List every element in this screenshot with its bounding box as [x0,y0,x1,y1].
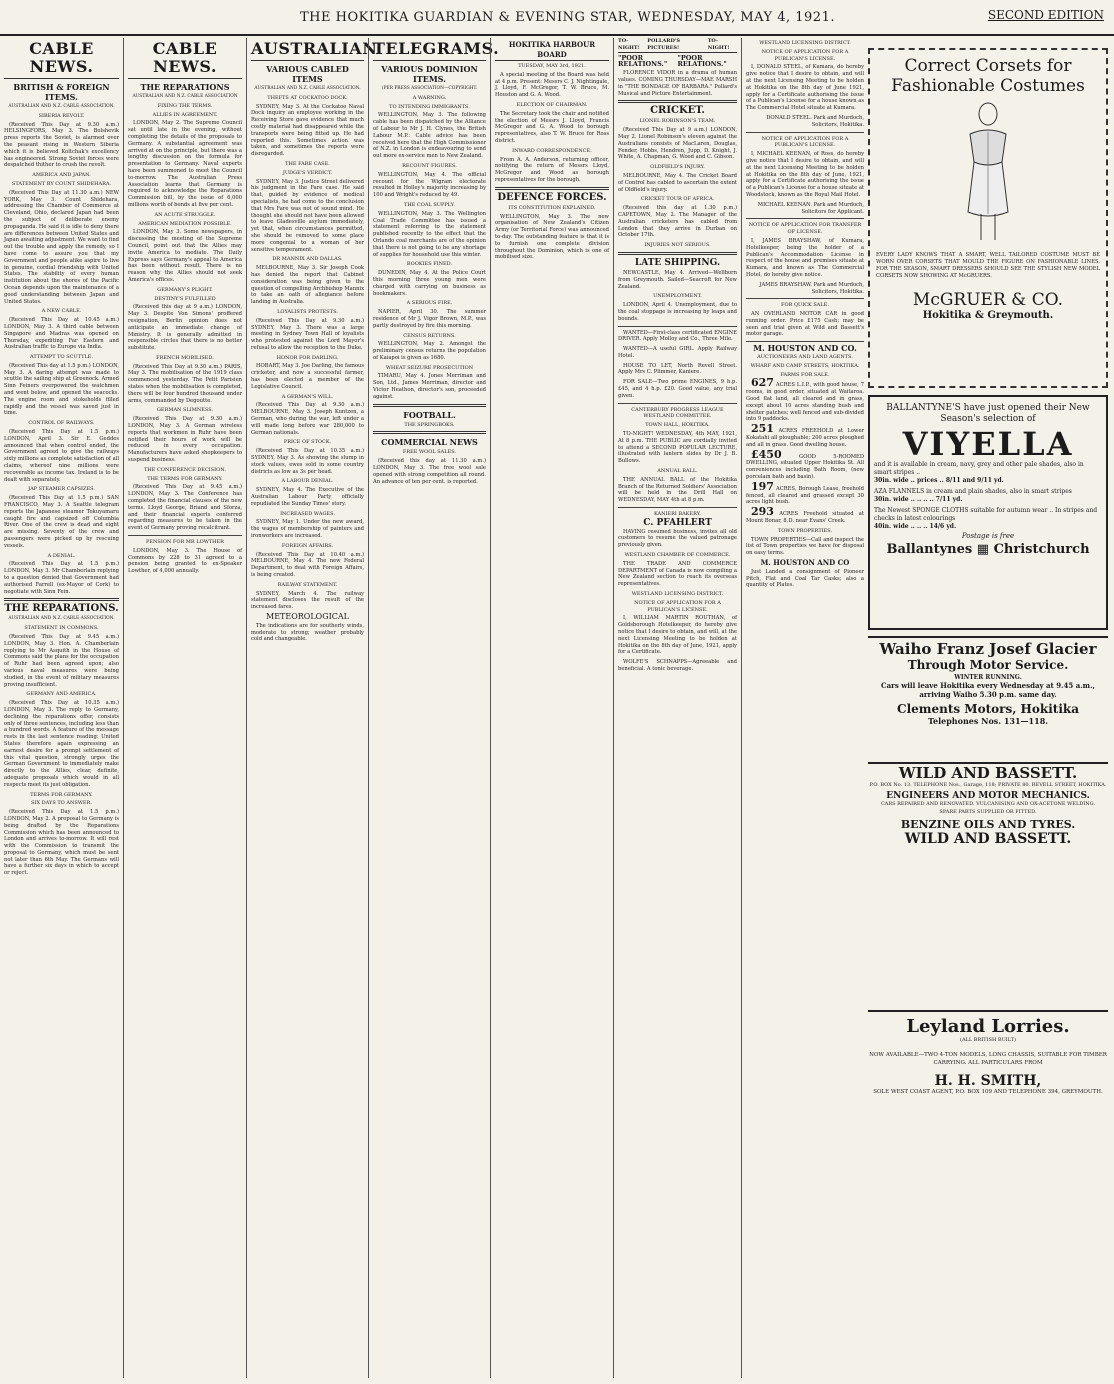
corset-advert [868,48,1108,388]
article-body: (Received This Day at 1.5 p.m.) LONDON, May 2. A proposal to Germany is being drafted by the Reparations Commission which has been announced to London and arrives to-morrow. It will rest with the Commission to transmit the proposal to Germany, which must be sent not later than 6th May. The Germans will have a further six days in which to accept or reject. [4,809,119,877]
article-heading: KANIERI BAKERY. [654,511,701,518]
banner-center: POLLARD'S PICTURES! [647,38,680,51]
article-heading: DR MANNIX AND DALLAS. [272,256,343,263]
ad-price: 30in. wide .. .. .. .. 7/11 yd. [874,496,963,503]
signature: MICHAEL KEENAN. Park and Murdoch, Solicitors for Applicant. [757,201,864,215]
article-body: LONDON, May 3. Some newspapers, in discussing the meeting of the Supreme Council, point out that the Allies may invite America to mediate. The Daily Express says Germany's appeal to America has been without result. There is no reason why the Allies should not seek America's offices. [128,229,242,283]
corset-title: Correct Corsets for Fashionable Costumes [891,56,1085,96]
article-body: (Received This Day at 10.35 a.m.) SYDNEY, May 3. As showing the slump in stock values, ewes sold in some country districts as low as 3s per head. [251,448,364,475]
article-body: SYDNEY, May 3. At the Cockatoo Naval Dock inquiry an employee working in the Receiving Store gave evidence that much costly material had disappeared while the transports were being fitted up. He had reported this. Sometimes action was taken, and sometimes the reports were disregarded. [251,103,364,158]
article-heading: GERMANY AND AMERICA. [26,691,97,698]
section-divider [618,252,737,255]
article-heading: RECOUNT FIGURES. [402,162,457,169]
ad-price: 40in. wide .. .. .. 14/6 yd. [874,523,957,530]
wild-bassett-advert [868,762,1108,847]
article-body: LONDON, April 4. Unemployment, due to the coal stoppage is increasing by leaps and bounds. [618,302,737,322]
article-heading: CENSUS RETURNS. [403,332,456,339]
article-heading: LIONEL ROBINSON'S TEAM. [639,118,716,125]
listing-text: ACRES, Borough Lease, freehold fenced, all cleared and grassed except 30 acres light bush. [746,485,864,506]
section-subheading: VARIOUS DOMINION ITEMS. [381,64,478,84]
ad-subheading: Through Motor Service. [907,658,1069,672]
article-heading: FREE WOOL SALES. [402,449,457,456]
article-subheading: NOTICE OF APPLICATION FOR A PUBLICAN'S LICENSE. [634,599,721,613]
classified-ad: HOUSE TO LET, North Revell Street. Apply Mrs C. Plimmer, Kaniere. [618,362,737,376]
advertiser-name: M. HOUSTON AND CO. [753,343,857,354]
ad-intro: BALLANTYNE'S have just opened their New Season's selection of [886,403,1090,424]
article-body: TO-NIGHT! WEDNESDAY, 4th MAY, 1921, At 8 p.m. THE PUBLIC are cordially invited to attend a SECOND POPULAR LECTURE, illustrated with lantern slides by Dr J. B. Bullows. [618,431,737,465]
corset-figure-illustration [948,102,1028,242]
article-subheading: STATEMENT BY COUNT SHIDEHARA. [11,180,112,187]
section-heading: CABLE NEWS. [128,40,242,79]
article-body: Just Landed a consignment of Pioneer Pitch, Flat and Coal Tar Casks; also a quantity of Plates. [746,568,864,589]
article-body: SYDNEY, March 4. The railway statement discloses the result of the increased fares. [251,590,364,611]
article-heading: GERMAN SLIMNESS. [156,407,214,414]
section-heading: TELEGRAMS. [373,40,486,61]
article-body: HOBART, May 3. Joe Darling, the famous cricketer, and now a successful farmer, has been elected a member of the Legislative Council. [251,363,364,390]
article-subheading: ITS CONSTITUTION EXPLAINED. [508,204,596,211]
article-divider [746,218,864,219]
listing-text: GOOD 5-ROOMED DWELLING, situated Upper Hokitika St. All conveniences including Bath Room, (new porcelain bath and basin). [746,453,864,481]
article-body: SYDNEY, May 4. The Executive of the Australian Labour Party officially repudiated the Sunday Times' story. [251,487,364,507]
section-subheading: VARIOUS CABLED ITEMS [266,64,349,84]
article-body: (Received This Day at 1.5 p.m.) LONDON, April 3. Sir E. Geddes announced that when control ended, the Government agreed to give the railways sixty millions as complete satisfaction of all claims, whereof nine millions were recoverable as income tax. Ireland is to be dealt with separately. [4,429,119,483]
article-body: (Received This day at 1.5 p.m.) LONDON, May 3. A daring attempt was made to scuttle the sailing ship at Greenock. Armed Sinn Feiners overpowered the watchmen and went below, and opened the seacocks. The engine room and stokeholds filled rapidly and the vessel was saved just in time. [4,362,119,417]
article-heading: CANTERBURY PROGRESS LEAGUE WESTLAND COMMITTEE. [631,406,724,420]
article-body: LONDON, May 3. The House of Commons by 228 to 31 agreed to a pension being granted to ex-Speaker Lowther, of 4,000 annually. [128,547,242,575]
article-heading: WESTLAND LICENSING DISTRICT. [631,591,724,597]
article-divider [128,535,242,536]
article-body: (Received This Day at 10.40 a.m.) MELBOURNE, May 4. The new Federal Department, to deal with Foreign Affairs, is being created. [251,551,364,578]
article-body: THE ANNUAL BALL of the Hokitika Branch of the Returned Soldiers' Association will be held in the Drill Hall on WEDNESDAY, MAY 4th at 8 p.m. [618,476,737,504]
article-heading: GERMANY'S PLIGHT. [157,286,213,293]
film-titles [618,55,737,69]
listing-number: 627 [751,376,774,390]
film-title: "POOR RELATIONS." [677,53,727,69]
pictures-banner [618,38,737,53]
advertiser-address: P.O. BOX No. 13. TELEPHONE Nos., Garage, 118; PRIVATE 80. REVELL STREET, HOKITIKA. [869,782,1107,788]
association-note: (PER PRESS ASSOCIATION—COPYRIGHT. [381,86,478,91]
advertiser-phone: Telephones Nos. 131—118. [927,716,1049,726]
column-notices [741,38,868,1378]
article-heading: JAP STEAMER CAPSIZES. [28,486,95,493]
advertiser-location: Hokitika & Greymouth. [922,310,1054,321]
corset-text: EVERY LADY KNOWS THAT A SMART, WELL TAILORED COSTUME MUST BE WORN OVER CORSETS THAT MOULD THE FIGURE ON FASHIONABLE LINES. FOR THE SEASON, SMART DRESSERS SHOULD SEE THE STYLISH NEW MODEL CORSETS NOW SHOWING AT McGRUERS. [876,252,1100,279]
section-heading: LATE SHIPPING. [634,257,721,268]
article-heading: INCREASED WAGES. [280,510,335,517]
article-heading: WESTLAND LICENSING DISTRICT. [759,40,851,46]
article-body: (Received This Day at 9.30 a.m.) SYDNEY, May 3. There was a large meeting in Sydney Town Hall of loyalists who protested against the Lord Mayor's refusal to allow the reception to the Duke. [251,317,364,351]
article-subheading: NOTICE OF APPLICATION FOR TRANSFER OF LICENSE. [748,222,862,236]
listing-number: 197 [751,479,774,493]
leyland-advert [868,1010,1108,1096]
association-note: AUSTRALIAN AND N.Z. CABLE ASSOCIATION. [254,86,361,91]
article-body: (Received This Day at 1.5 p.m.) LONDON, May 3. Mr Chamberlain replying to a question denied that Government had authorised Farrell (ex-Mayor of Cork) to negotiate with Sinn Fein. [4,561,119,595]
article-heading: A LABOUR DENIAL. [281,478,334,485]
section-divider [618,100,737,103]
article-heading: ATTEMPT TO SCUTTLE. [30,354,93,361]
article-heading: TERMS FOR GERMANY. [30,791,93,798]
article-heading: THE COAL SUPPLY. [404,201,455,208]
article-heading: TOWN PROPERTIES. [777,527,833,534]
article-body: A special meeting of the Board was held at 4 p.m. Present: Messrs C. J. Nightingale, J. Lloyd, F. McGregor, T. W. Bruce, M. Houston and G. A. Wood. [495,71,609,99]
advertiser-name: WILD AND BASSETT. [898,764,1078,782]
article-divider [746,341,864,342]
article-heading: WHEAT SEIZURE PROSECUTION [385,364,474,371]
article-body: AN OVERLAND MOTOR CAR in good running order. Price £175 Cash; may be seen and trial given at Wild and Bassett's motor garage. [746,311,864,338]
banner-left: TO-NIGHT! [618,38,640,51]
article-body: (Received This Day at 9.45 a.m.) LONDON, May 3. The Conference has completed the financial clauses of the new terms. Lloyd George, Briand and Sforza, and their financial experts conferred regarding measures to be taken in the event of Germany proving recalcitrant. [128,484,242,532]
article-subheading: ALLIES IN AGREEMENT. [152,111,218,118]
section-divider [373,431,486,434]
association-note: AUSTRALIAN AND N.Z. CABLE ASSOCIATION. [8,104,115,109]
ad-text: NOW AVAILABLE—TWO 4-TON MODELS, LONG CHASSIS, SUITABLE FOR TIMBER CARRYING. ALL PARTICULARS FROM [869,1052,1107,1066]
listing-number: £450 [751,447,782,461]
advertiser-name: McGRUER & CO. [912,290,1064,310]
section-heading: DEFENCE FORCES. [497,191,607,203]
article-body: LONDON, May 2. The Supreme Council sat until late in the evening, without completing the details of the proposals to Germany. A substantial agreement was arrived at on the principle, but there was a lengthy discussion on the formula for presentation to Germany. Naval experts have been summoned to meet the Council to-morrow. The Australian Press Association learns that Germany is required to acknowledge the Reparations Commission bill, by the issue of 6,000 millions worth of bonds at five per cent. [128,120,242,208]
article-heading: FRENCH MOBILISED. [156,354,214,361]
ad-heading: Leyland Lorries. [906,1016,1070,1037]
ballantyne-advert [868,395,1108,630]
listing-text: ACRES L.I.P., with good house, 7 rooms, in good order, situated at Waitaroa. Good flat land, all cleared and in grass, except about 10 acres standing bush and shelter patches; well fenced and sub-divided into 9 paddocks. [746,382,864,423]
article-heading: A DENIAL. [47,552,76,559]
column-telegrams [368,38,500,1378]
ad-text: SPARE PARTS SUPPLIED OR FITTED. [939,809,1037,815]
article-body: (Received this day at 9 a.m.) LONDON, May 3. Despite Von Simons' proffered resignation, Berlin opinion does not anticipate an immediate change of Ministry. It is generally admitted in responsible circles that there is no better substitute. [128,304,242,352]
column-cable-news-2 [123,38,246,1378]
product-name: VIYELLA [902,425,1074,463]
section-heading: THE REPARATIONS. [4,603,119,615]
listing-text: ACRES Freehold situated at Mount Bonar, 8.D. near Evans' Creek. [746,511,864,525]
article-body: WELLINGTON, May 4. The official recount for the Wigram electorate resulted in Holley's majority increasing by 100 and Wright's reduced by 49. [373,171,486,199]
article-body: (Received This Day at 9.30 a.m.) PARIS, May 3. The mobilisation of the 1919 class commenced yesterday. The Petit Parisien states when the mobilisation is completed, there will be four hundred thousand under arms, commanded by Degoutte. [128,363,242,404]
film-title: "POOR RELATIONS." [618,53,668,69]
article-body: The Secretary took the chair and notified the election of Messrs J. Lloyd, Francis McGregor and G. A. Wood to borough representatives, also T. W. Bruce for Ross district. [495,110,609,144]
article-body: I, DONALD STEEL, of Kumara, do hereby give notice that I desire to obtain, and will at the next Licensing Meeting to be holden at Hokitika on the 8th day of June 1921, apply for a Certificate authorising the issue of a Publican's License for a house known as The Commercial Hotel situate at Kumara. [746,64,864,112]
crest-icon: ▦ [976,542,990,557]
article-body: (Received This Day at 10.35 a.m.) LONDON, May 3. The reply to Germany, declining the reparations offer, consists only of three sentences, including less than a hundred words. A feature of the message rests in the last sentence reading: United States therefore again expressing an earnest desire for a prompt settlement of this vital question, strongly urges the German Government to immediately make directly to the Allies, clear, definite, adequate proposals which would in all respects meet its just obligation. [4,700,119,788]
article-subheading: NOTICE OF APPLICATION FOR A PUBLICAN'S LICENSE. [761,135,849,149]
advertiser-name: WILD AND BASSETT. [904,831,1072,847]
article-body: WELLINGTON, May 3. The following cable has been dispatched by the Alliance of Labour to Mr J. H. Clynes, the British Labour M.P.: Cable advice has been received here that the High Commissioner of N.Z. in London is endeavouring to send out more ex-service men to New Zealand. [373,112,486,160]
section-divider [4,598,119,601]
advertiser-role: AUCTIONEERS AND LAND AGENTS. [757,354,853,361]
article-body: From A. A. Anderson, returning officer, notifying the return of Messrs Lloyd, McGregor and Wood as borough representatives for the borough. [495,156,609,183]
ad-heading: ENGINEERS AND MOTOR MECHANICS. [886,791,1090,801]
article-body: MELBOURNE, May 4. The Cricket Board of Control has cabled to ascertain the extent of Oldfield's injury. [618,172,737,193]
article-body: (Received This Day at 10.45 a.m.) LONDON, May 3. A third cable between Singapore and Madras was opened on Thursday, expediting Far Eastern and Australian traffic to Europe via India. [4,317,119,351]
article-body: TOWN PROPERTIES—Call and inspect the list of Town properties we have for disposal on easy terms. [746,536,864,557]
article-subheading: AMERICAN MEDIATION POSSIBLE. [138,220,232,227]
banner-right: TO-NIGHT! [707,38,730,51]
article-heading: CRICKET TOUR OF AFRICA. [640,196,715,203]
article-heading: THEFTS AT COCKATOO DOCK. [267,94,348,101]
article-body: DUNEDIN, May 4. At the Police Court this morning three young men were charged with carrying on business as bookmakers. [373,270,486,297]
postage-note: Postage is free [961,532,1015,540]
listing-number: 251 [751,422,774,436]
section-divider [373,404,486,407]
article-body: (Received This Day at 11.30 a.m.) NEW YORK, May 3. Count Shidehara, addressing the Chamber of Commerce at Cleveland, Ohio, declared Japan had been the subject of deliberate enemy propaganda. He said it is idle to deny there are differences between United States and Japan awaiting adjustment. We want to find out the trouble and apply the remedy, so I have come to assure you that my Government and people alike aspire to live in genuine, cordial friendship with United States. The stability of every human institution about the shores of the Pacific Ocean depends upon the maintenance of a good understanding between Japan and United States. [4,189,119,305]
article-body: HAVING resumed business, invites all old customers to resume the valued patronage previously given. [618,528,737,549]
article-body: (Received This Day at 9.30 a.m.) LONDON, May 3. A German wireless reports that workmen in Ruhr have been notified their hours of work will be reduced in every occupation. Manufacturers have asked shopkeepers to suspend business. [128,416,242,464]
association-note: AUSTRALIAN AND N.Z. CABLE ASSOCIATION [132,94,238,99]
section-heading: AUSTRALIAN. [251,40,364,61]
column-cable-news-1 [0,38,123,1378]
article-heading: A WARNING. [412,94,447,101]
advertiser-address: SOLE WEST COAST AGENT, P.O. BOX 109 AND TELEPHONE 394, GREYMOUTH. [873,1089,1103,1095]
article-heading: CONTROL OF RAILWAYS. [28,420,95,427]
article-heading: THE FARE CASE. [285,160,330,167]
ad-text: CARS REPAIRED AND RENOVATED. VULCANISING AND OX-ACETONE WELDING. [880,801,1096,807]
article-heading: ELECTION OF CHAIRMAN. [516,101,588,108]
column-australian [246,38,383,1378]
article-heading: SIBERIA REVOLT. [38,112,85,119]
advertiser-name: Clements Motors, Hokitika [897,702,1079,716]
classified-ad: WOLFE'S SCHNAPPS—Agreeable and beneficial. A tonic beverage. [618,659,737,672]
article-divider [618,403,737,404]
signature: JAMES BRAYSHAW. Park and Murdoch, Solicitors, Hokitika. [759,281,864,295]
article-body: NEWCASTLE, May 4. Arrived—Wellborn from Greymouth. Sailed—Seacroft for New Zealand. [618,269,737,290]
advertiser-name: M. HOUSTON AND CO [760,558,850,567]
listing-number: 293 [751,505,774,519]
article-body: WELLINGTON, May 3. The new organisation of New Zealand's Citizen Army (or Territorial Force) was announced to-day. The outstanding feature is that it is to furnish one complete division throughout the Dominion, which is one of mobilised size. [495,213,609,261]
section-subheading: BRITISH & FOREIGN ITEMS. [13,82,110,102]
article-subheading: NOTICE OF APPLICATION FOR A PUBLICAN'S LICENSE. [761,48,849,62]
article-heading: FOR QUICK SALE. [781,302,829,309]
article-subheading: JUDGE'S VERDICT. [282,169,333,176]
article-body: MELBOURNE, May 3. Sir Joseph Cook has denied the report that Cabinet consideration was being given to the question of compelling Archbishop Mannix to take an oath of allegiance before landing in Australia. [251,265,364,306]
article-subheading: DESTINY'S FULFILLED [154,295,216,302]
article-heading: FARMS FOR SALE. [780,371,830,378]
article-body: WELLINGTON, May 2. Amongst the preliminary census returns the population of Kaiapoi is given as 1680. [373,341,486,361]
ad-subheading: (ALL BRITISH BUILT) [960,1037,1016,1043]
article-body: THE TRADE AND COMMERCE DEPARTMENT of Canada is now compiling a New Zealand section to reach its overseas representatives. [618,560,737,588]
article-heading: METEOROLOGICAL [266,611,349,621]
advertiser-address: WHARF AND CAMP STREETS, HOKITIKA. [750,362,860,369]
article-body: NAPIER, April 30. The summer residence of Mr J. Vigor Brown, M.P., was partly destroyed by fire this morning. [373,309,486,329]
article-heading: THE SPRINGBOKS. [404,421,455,428]
classified-ad: FOR SALE—Two prime ENGINES, 9 h.p. £45, and 4 h.p. £20. Good value, any trial given. [618,379,737,399]
article-body: (Received This Day at 9.45 a.m.) LONDON, May 3. Hon. A. Chamberlain replying to Mr Asquith in the House of Commons said the plans for the occupation of Ruhr had been agreed upon; also various naval measures were being studied, in the event of military measures proving insufficient. [4,633,119,688]
column-local [613,38,741,1378]
article-heading: THE CONFERENCE DECISION. [144,466,226,473]
listing-text: ACRES FREEHOLD at Lower Kokatahi all ploughable; 200 acres ploughed and all in grass. Good dwelling house. [746,428,864,448]
article-heading: WESTLAND CHAMBER OF COMMERCE. [624,552,731,559]
article-heading: FOREIGN AFFAIRS. [281,542,334,549]
article-heading: OLDFIELD'S INJURY. [650,164,705,171]
article-divider [746,298,864,299]
article-body: The indications are for southerly winds, moderate to strong; weather probably cold and changeable. [251,622,364,643]
ad-text: The Newest SPONGE CLOTHS suitable for autumn wear .. In stripes and checks in latest colourings [874,507,1098,522]
section-subheading: THE REPARATIONS [140,82,230,92]
advertiser-name: H. H. SMITH, [934,1073,1042,1089]
association-note: AUSTRALIAN AND N.Z. CABLE ASSOCIATION. [8,616,115,622]
column-harbour-board [490,38,613,1378]
masthead [0,0,1114,36]
section-heading: CABLE NEWS. [4,40,119,79]
article-heading: BOOKIES FINED. [406,261,453,268]
article-divider [618,507,737,508]
meeting-date: TUESDAY, MAY 3rd, 1921. [518,63,586,69]
ad-price: 30in. wide .. prices .. 8/11 and 9/11 yd. [874,477,1004,484]
article-heading: LOYALISTS PROTESTS. [277,308,338,315]
article-heading: A SERIOUS FIRE. [406,300,453,307]
article-subheading: SIX DAYS TO ANSWER. [31,800,92,807]
article-divider [618,326,737,327]
signature: DONALD STEEL. Park and Murdoch, Solicitors, Hokitika. [766,114,864,128]
newspaper-title: THE HOKITIKA GUARDIAN & EVENING STAR, WEDNESDAY, MAY 4, 1921. [300,10,835,25]
article-heading: HONOR FOR DARLING. [276,354,339,361]
article-body: I, JAMES BRAYSHAW, of Kumara, Hotelkeeper, being the holder of a Publican's Accommodation License in respect of the house and premises situate at Kumara, and known as The Commercial Hotel, do hereby give notice. [746,237,864,278]
article-heading: AN ACUTE STRUGGLE. [154,211,216,218]
article-body: (Received This Day at 9 a.m.) LONDON, May 2. Lionel Robinson's eleven against the Australians consists of MacLaren, Douglas, Fender, Hobbs, Hendren, Jupp, D. Knight, J. White, A. Chapman, G. Wood and C. Gibson. [618,127,737,161]
ad-text: Cars will leave Hokitika every Wednesday at 9.45 a.m., arriving Waiho 5.30 p.m. same day. [881,681,1095,699]
article-body: SYDNEY, May 1. Under the new award, the wages of membership of painters and ironworkers are increased. [251,519,364,540]
section-heading: CRICKET. [650,105,705,117]
article-body: (Received This Day at 1.5 p.m.) SAN FRANCISCO, May 3. A Seattle telegram reports the Japanese steamer Tokuyamaru caught fire and capsized off Columbia River. One of the crew is dead and eight are missing. Seventy of the crew and passengers were picked up by rescuing vessels. [4,495,119,549]
article-subheading: TO INTENDING IMMIGRANTS. [389,103,470,110]
article-heading: RAILWAY STATEMENT. [277,581,338,588]
article-heading: ANNUAL BALL. [657,468,698,475]
article-body: I, WILLIAM MARTIN ROUTHAN, of Goldsborough Hotelkeeper, do hereby give notice that I desire to obtain, and will, at the next Licensing Meeting to be holden at Hokitika on the 8th day of June, 1921, apply for a Certificate. [618,615,737,656]
article-body: SYDNEY, May 3. Justice Street delivered his judgment in the Fare case. He said that, guided by evidence of medical specialists, he had come to the conclusion that Mrs Fare was not of sound mind. He thought she should not have been allowed to leave Gladesville asylum immediately, yet that, when circumstances permitted, she should be removed to some place more congenial to a woman of her sensitive temperament. [251,178,364,253]
section-divider [495,187,609,190]
advertiser-name: C. PFAHLERT [643,517,712,528]
ad-label: WINTER RUNNING. [954,674,1022,681]
article-subheading: TOWN HALL, HOKITIKA. [645,422,710,429]
section-heading: HOKITIKA HARBOUR BOARD [495,40,609,61]
advertiser-location: Christchurch [993,542,1090,557]
article-body: FLORENCE VIDOR in a drama of human values. COMING THURSDAY—MAE MARSH in "THE BONDAGE OF BARBARA." Pollard's Musical and Picture Entertainment. [618,70,737,97]
edition-label: SECOND EDITION [987,8,1104,22]
article-heading: A GERMAN'S WILL. [281,393,334,400]
article-heading: STATEMENT IN COMMONS. [24,625,99,632]
article-heading: AMERICA AND JAPAN. [32,172,91,179]
ad-heading: Waiho Franz Josef Glacier [868,636,1108,658]
article-body: I, MICHAEL KEENAN, of Ross, do hereby give notice that I desire to obtain, and will at the next Licensing Meeting to be holden at Hokitika on the 8th day of June, 1921, apply for a Certificate authorising the issue of a Publican's License for a house situate at Woodstock, known as the Royal Mail Hotel. [746,151,864,198]
section-heading: COMMERCIAL NEWS [381,437,478,448]
article-divider [746,132,864,133]
ad-heading: BENZINE OILS AND TYRES. [900,818,1076,831]
article-body: (Received This Day at 9.30 a.m.) HELSINGFORS, May 3. The Bolshevik press reports the Soviet, is alarmed over the peasant rising in Western Siberia which it is believed Koltchak's excellency has engineered. Strong Soviet forces were despatched thither to crush the revolt. [4,121,119,169]
section-heading: FOOTBALL. [403,409,456,420]
article-body: (Received this day at 11.30 a.m.) LONDON, May 3. The free wool sale opened with strong competition all round. An advance of ten per cent. is reported. [373,458,486,485]
article-heading: FIXING THE TERMS. [157,102,213,109]
article-subheading: THE TERMS FOR GERMANY. [147,475,223,482]
advertiser-name: Ballantynes [886,542,973,557]
article-heading: INWARD CORRESPONDENCE. [512,147,592,154]
article-body: WELLINGTON, May 3. The Wellington Coal Trade Committee has issued a statement referring to the statement published recently to the effect that the Orlando coal merchants are of the opinion that there is not going to be any shortage of supplies for household use this winter. [373,210,486,258]
article-heading: PENSION FOR MR LOWTHER [146,539,224,546]
article-body: (Received This Day at 9.30 a.m.) MELBOURNE, May 3. Joseph Kuntzen, a German, who during the war, left under a will made long before war 280,000 to German nationals. [251,402,364,436]
article-heading: UNEMPLOYMENT. [653,293,702,300]
waiho-advert [868,636,1108,726]
ad-text: and it is available in cream, navy, grey and other pale shades, also in smart stripes .. [874,461,1084,476]
article-body: (Received this day at 1.30 p.m.) CAPETOWN, May 2. The Manager of the Australian cricketers has cabled from London that they arrive in Durban on October 17th. [618,205,737,239]
article-body: TIMARU, May 4. Jones Merriman and Son, Ltd., James Merriman, director and Victor Heathon, director's son, proceeded against. [373,373,486,400]
article-heading: PRICE OF STOCK. [283,439,332,446]
classified-ad: WANTED—First-class certificated ENGINE DRIVER. Apply Molloy and Co., Three Mile. [618,329,737,343]
ad-text: AZA FLANNELS in cream and plain shades, also in smart stripes [874,488,1072,495]
article-heading: INJURIES NOT SERIOUS. [644,242,711,249]
article-heading: A NEW CABLE. [41,308,82,315]
classified-ad: WANTED—A useful GIRL. Apply Railway Hotel. [618,346,737,359]
